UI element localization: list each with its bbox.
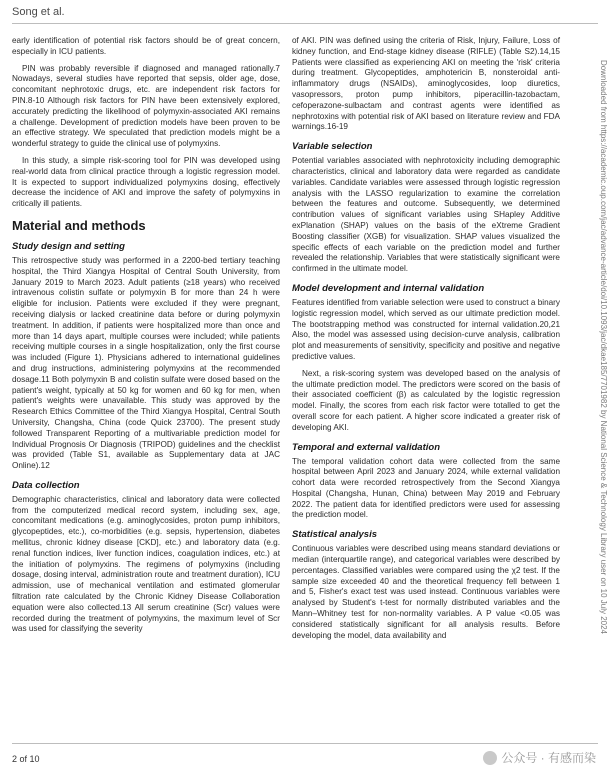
watermark-label: 公众号 · 有感而染 (501, 751, 596, 765)
wechat-icon (483, 751, 497, 765)
intro-paragraph-3: In this study, a simple risk-scoring tool for PIN was developed using real-world data from clinical practice through a logistic regression model. It is expected to support individualized polymyxins dosing, effectively decrease the incidence of AKI and improve the safety of polymyxins in critically ill patients. (12, 155, 280, 209)
statistical-analysis-paragraph: Continuous variables were described using means standard deviations or median (interquartile range), and categorical variables were described by percentages. Classified variables were compared using the χ2 test. If the sample size exceeded 40 and the theoretical frequency fell between 1 and 5, Fisher's exact test was used instead. Continuous variables were analysed by Student's t-test for normally distributed variables and the Mann–Whitney test for non-normality variables. A P value <0.05 was considered statistically significant for all analysis results. Before developing the model, data availability and (292, 544, 560, 640)
download-side-note: Downloaded from https://academic.oup.com/jac/advance-article/doi/10.1093/jac/dkae185/7701982 by National Science & Technology Library user on 10 July 2024 (599, 60, 608, 634)
subsection-title-study-design: Study design and setting (12, 240, 125, 252)
model-development-paragraph-1: Features identified from variable selection were used to construct a binary logistic regression model, which served as our ultimate prediction model. The bootstrapping method was constructed for internal validation.20,21 Also, the model was assessed using decision-curve analysis, calibration plot and measurements of sensitivity, specificity and positive and negative predictive values. (292, 297, 560, 361)
subsection-title-model-development: Model development and internal validation (292, 282, 485, 294)
study-design-paragraph: This retrospective study was performed in a 2200-bed tertiary teaching hospital, the Third Xiangya Hospital of Central South University, from January 2019 to March 2023. Adult patients (≥18 years) who received intravenous colistin sulfate or polymyxin B for more than 24 h were eligible for inclusion. Patients were excluded if they were pregnant, receiving dialysis or lacked creatinine data before or during polymyxin treatment. In addition, if patients were hospitalized more than once and more than 14 days apart, multiple courses were included; while patients receiving multiple courses in a single hospitalization, only the first course was included (Figure 1). Physicians adhered to international guidelines and drug instructions, administering polymyxins at the recommended dosage.11 Both polymyxin B and colistin sulfate were dosed based on the patient's weight, typically at 50 kg for women and 60 kg for men, when patient's weights were unavailable. This study was approved by the Research Ethics Committee of the Third Xiangya Hospital, Central South University, Changsha, China (code Quick 23700). The present study followed Transparent Reporting of a multivariable prediction model for Individual Prognosis Or Diagnosis (TRIPOD) guidelines and the checklist was provided (Table S1, available as Supplementary data at JAC Online).12 (12, 255, 280, 471)
running-header: Song et al. (12, 6, 65, 18)
page-number: 2 of 10 (12, 754, 40, 764)
footer-rule (12, 743, 598, 744)
subsection-title-validation: Temporal and external validation (292, 441, 440, 453)
section-title: Material and methods (12, 217, 146, 233)
data-collection-paragraph: Demographic characteristics, clinical and laboratory data were collected from the computerized medical record system, including sex, age, concomitant medications (e.g. aminoglycosides, proton pump inhibitors, glycopeptides, etc.), co-morbidities (e.g. sepsis, hypertension, diabetes mellitus, chronic kidney disease [CKD], etc.) and laboratory data (e.g. renal function indices, liver function indices, coagulation indices, etc.) at the initiation of polymyxins. The regimens of polymyxins (including dosage, dosing interval, administration route and treatment duration), ICU admission, use of mechanical ventilation and estimated glomerular filtration rate calculated by the Chronic Kidney Disease Collaboration equation were also collected.13 All serum creatinine (Scr) values were recorded during the treatment of polymyxins, the maximum level of Scr was used for classifying the severity (12, 494, 280, 634)
model-development-paragraph-2: Next, a risk-scoring system was developed based on the analysis of the ultimate prediction model. The predictors were scored on the basis of their associated coefficient (β) as calculated by the logistic regression model. Finally, the scores from each risk factor were totalled to get the overall score for each patient. A higher score indicated a greater risk of developing AKI. (292, 368, 560, 432)
watermark (483, 749, 596, 766)
intro-paragraph-1: early identification of potential risk factors should be of great concern, especially in ICU patients. (12, 36, 280, 56)
variable-selection-paragraph: Potential variables associated with nephrotoxicity including demographic characteristics, clinical and laboratory data were regarded as candidate variables. Candidate variables were assessed through logistic regression analysis with the LASSO regularization to examine the correlation between the features and outcome. Subsequently, we determined contribution values of significant variables using SHapley Additive exPlanation (SHAP) values on the basis of the eXtreme Gradient Boosting classifier (XGB) for visualization. SHAP values visualized the specific effects of each variable on the prediction model and further revealed the relationship. Variables that were statistically significant were confirmed in the ultimate model. (292, 156, 560, 274)
right-column (292, 36, 560, 647)
subsection-title-statistical-analysis: Statistical analysis (292, 529, 378, 541)
subsection-title-data-collection: Data collection (12, 479, 80, 491)
validation-paragraph: The temporal validation cohort data were collected from the same hospital between April 2023 and January 2024, while external validation cohort data were recorded retrospectively from the Second Xiangya Hospital (Changsha, Hunan, China) between May 2019 and February 2022. The patient data for identified predictors were used for assessing the prediction model. (292, 456, 560, 520)
left-column (12, 36, 280, 641)
header-rule (12, 23, 598, 24)
intro-paragraph-2: PIN was probably reversible if diagnosed and managed rationally.7 Nowadays, several studies have reported that sepsis, older age, dose, concomitant nephrotoxic drugs, etc. are independent risk factors for PIN.8-10 Although risk factors for PIN have been extensively explored, accurately predicting the likelihood of polymyxin-associated AKI remains a challenge. Development of prediction models have been proven to be an effective strategy. We speculated that prediction models might be a wonderful strategy to guide the clinical use of polymyxins. (12, 63, 280, 149)
subsection-title-variable-selection: Variable selection (292, 141, 373, 153)
continued-paragraph: of AKI. PIN was defined using the criteria of Risk, Injury, Failure, Loss of kidney function, and End-stage kidney disease (RIFLE) (Table S2).14,15 Patients were classified as experiencing AKI on meeting the 'risk' criteria during treatment. Glycopeptides, amphotericin B, nonsteroidal anti-inflammatory drugs (NSAIDs), aminoglycosides, loop diuretics, vasopressors, proton pump inhibitors, piperacillin-tazobactam, cefoperazone-sulbactam and contrast agents were identified as nephrotoxins with potential risk of AKI based on literature review and FDA warnings.16-19 (292, 36, 560, 132)
